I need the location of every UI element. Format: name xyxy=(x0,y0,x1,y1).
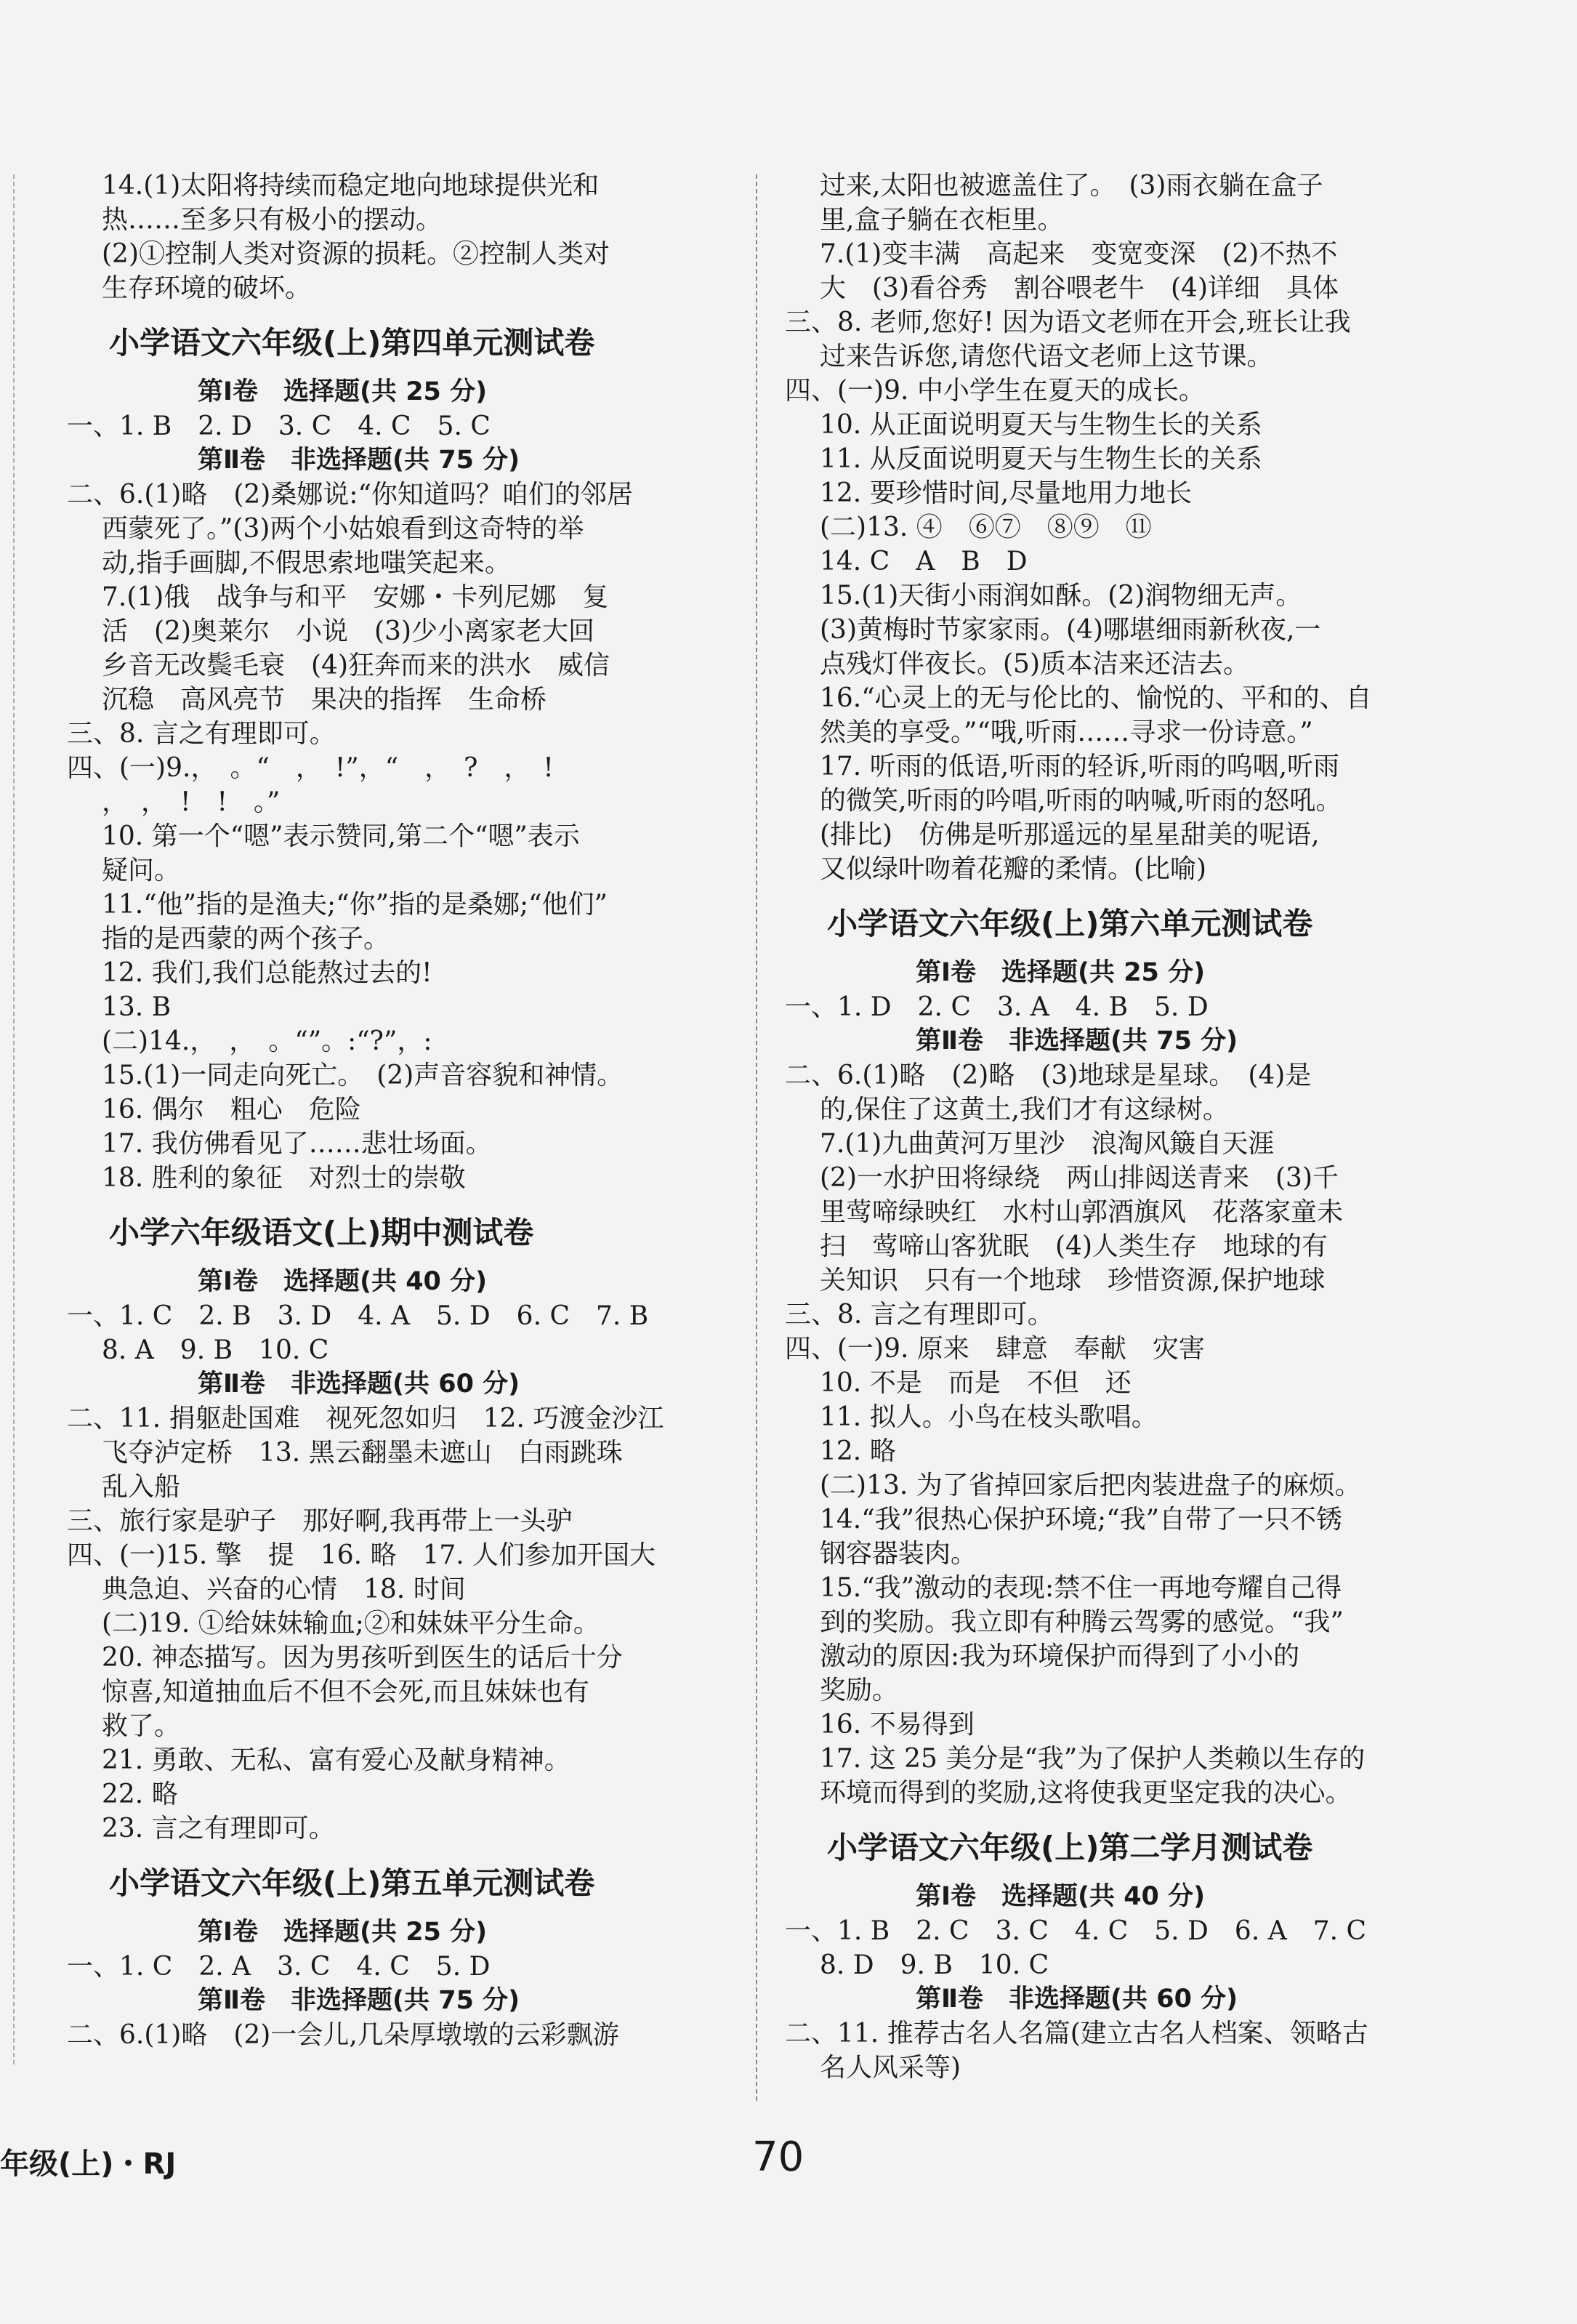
answer-line: 21. 勇敢、无私、富有爱心及献身精神。 xyxy=(102,1745,570,1775)
volume-heading: 第Ⅱ卷 非选择题(共 60 分) xyxy=(198,1370,520,1399)
answer-line: 四、(一)9.， 。“ ， !”，“ ， ? ， ! xyxy=(67,753,554,783)
answer-line: 过来,太阳也被遮盖住了。 (3)雨衣躺在盒子 xyxy=(820,171,1323,201)
volume-heading: 第Ⅰ卷 选择题(共 40 分) xyxy=(916,1882,1206,1911)
answer-line: ， ， ! ! 。” xyxy=(102,787,281,817)
answer-line: 乱入船 xyxy=(102,1472,181,1502)
answer-line: 的,保住了这黄土,我们才有这绿树。 xyxy=(820,1095,1229,1125)
answer-line: 到的奖励。我立即有种腾云驾雾的感觉。“我” xyxy=(820,1607,1344,1637)
answer-line: 乡音无改鬓毛衰 (4)狂奔而来的洪水 威信 xyxy=(102,651,610,680)
answer-line: 三、旅行家是驴子 那好啊,我再带上一头驴 xyxy=(67,1506,573,1536)
answer-line: 11.“他”指的是渔夫;“你”指的是桑娜;“他们” xyxy=(102,890,608,920)
answer-line: 16. 不易得到 xyxy=(820,1710,975,1740)
answer-line: 8. A 9. B 10. C xyxy=(102,1335,329,1365)
binding-margin-line xyxy=(13,174,15,2064)
answer-line: 动,指手画脚,不假思索地嗤笑起来。 xyxy=(102,548,511,578)
answer-line: 17. 我仿佛看见了……悲壮场面。 xyxy=(102,1129,492,1159)
answer-line: 14. C A B D xyxy=(820,547,1028,576)
answer-line: 的微笑,听雨的吟唱,听雨的呐喊,听雨的怒吼。 xyxy=(820,786,1342,816)
answer-line: 14.“我”很热心保护环境;“我”自带了一只不锈 xyxy=(820,1505,1342,1535)
answer-line: 激动的原因:我为环境保护而得到了小小的 xyxy=(820,1641,1300,1671)
answer-line: 三、8. 言之有理即可。 xyxy=(67,719,336,749)
answer-line: 环境而得到的奖励,这将使我更坚定我的决心。 xyxy=(820,1778,1352,1808)
answer-line: 7.(1)九曲黄河万里沙 浪淘风簸自天涯 xyxy=(820,1129,1275,1159)
answer-line: 点残灯伴夜长。(5)质本洁来还洁去。 xyxy=(820,649,1249,679)
answer-line: 22. 略 xyxy=(102,1780,178,1809)
answer-line: 17. 这 25 美分是“我”为了保护人类赖以生存的 xyxy=(820,1744,1366,1774)
answer-line: 然美的享受。”“哦,听雨……寻求一份诗意。” xyxy=(820,717,1313,747)
page-number: 70 xyxy=(752,2134,804,2181)
answer-line: 7.(1)俄 战争与和平 安娜・卡列尼娜 复 xyxy=(102,582,609,612)
answer-line: 二、6.(1)略 (2)一会儿,几朵厚墩墩的云彩飘游 xyxy=(67,2020,619,2050)
answer-line: (二)13. 为了省掉回家后把肉装进盘子的麻烦。 xyxy=(820,1471,1361,1500)
answer-line: 12. 要珍惜时间,尽量地用力地长 xyxy=(820,478,1193,508)
answer-line: 二、6.(1)略 (2)桑娜说:“你知道吗？咱们的邻居 xyxy=(67,480,633,510)
answer-line: 四、(一)9. 中小学生在夏天的成长。 xyxy=(785,376,1205,406)
answer-line: (3)黄梅时节家家雨。(4)哪堪细雨新秋夜,一 xyxy=(820,615,1321,645)
answer-line: 扫 莺啼山客犹眠 (4)人类生存 地球的有 xyxy=(820,1231,1328,1261)
answer-line: (二)19. ①给妹妹输血;②和妹妹平分生命。 xyxy=(102,1609,600,1639)
answer-line: 15.(1)天街小雨润如酥。(2)润物细无声。 xyxy=(820,581,1302,611)
section-title: 小学六年级语文(上)期中测试卷 xyxy=(109,1215,534,1250)
answer-line: 惊喜,知道抽血后不但不会死,而且妹妹也有 xyxy=(102,1677,589,1707)
volume-heading: 第Ⅱ卷 非选择题(共 60 分) xyxy=(916,1985,1238,2014)
answer-line: (二)13. ④ ⑥⑦ ⑧⑨ ⑪ xyxy=(820,512,1152,542)
column-divider xyxy=(756,174,757,2101)
answer-line: 10. 从正面说明夏天与生物生长的关系 xyxy=(820,410,1262,440)
answer-line: 20. 神态描写。因为男孩听到医生的话后十分 xyxy=(102,1643,623,1673)
answer-line: 过来告诉您,请您代语文老师上这节课。 xyxy=(820,342,1273,371)
answer-line: 一、1. D 2. C 3. A 4. B 5. D xyxy=(785,992,1209,1022)
volume-heading: 第Ⅱ卷 非选择题(共 75 分) xyxy=(916,1026,1238,1056)
volume-heading: 第Ⅰ卷 选择题(共 25 分) xyxy=(198,377,488,406)
answer-line: 典急迫、兴奋的心情 18. 时间 xyxy=(102,1575,466,1604)
section-title: 小学语文六年级(上)第四单元测试卷 xyxy=(109,325,595,361)
answer-line: 16. 偶尔 粗心 危险 xyxy=(102,1095,361,1125)
section-title: 小学语文六年级(上)第二学月测试卷 xyxy=(827,1830,1313,1865)
answer-line: 里,盒子躺在衣柜里。 xyxy=(820,205,1064,235)
volume-heading: 第Ⅰ卷 选择题(共 25 分) xyxy=(916,958,1206,987)
answer-line: 16.“心灵上的无与伦比的、愉悦的、平和的、自 xyxy=(820,683,1372,713)
section-title: 小学语文六年级(上)第六单元测试卷 xyxy=(827,906,1313,941)
answer-line: 大 (3)看谷秀 割谷喂老牛 (4)详细 具体 xyxy=(820,273,1339,303)
volume-heading: 第Ⅰ卷 选择题(共 40 分) xyxy=(198,1267,488,1296)
answer-line: 8. D 9. B 10. C xyxy=(820,1950,1049,1980)
answer-line: (2)①控制人类对资源的损耗。②控制人类对 xyxy=(102,239,610,269)
answer-line: 14.(1)太阳将持续而稳定地向地球提供光和 xyxy=(102,171,600,201)
answer-line: 四、(一)15. 擎 提 16. 略 17. 人们参加开国大 xyxy=(67,1540,656,1570)
answer-line: (排比) 仿佛是听那遥远的星星甜美的呢语, xyxy=(820,820,1320,850)
volume-heading: 第Ⅰ卷 选择题(共 25 分) xyxy=(198,1918,488,1947)
left-column xyxy=(67,169,721,2052)
answer-line: 钢容器装肉。 xyxy=(820,1539,977,1569)
answer-line: 12. 我们,我们总能熬过去的! xyxy=(102,958,432,988)
answer-line: 里莺啼绿映红 水村山郭酒旗风 花落家童未 xyxy=(820,1197,1344,1227)
answer-line: 生存环境的破坏。 xyxy=(102,273,312,303)
answer-line: 15.(1)一同走向死亡。 (2)声音容貌和神情。 xyxy=(102,1061,624,1090)
footer-label: 年级(上)・RJ xyxy=(0,2147,177,2181)
answer-line: 23. 言之有理即可。 xyxy=(102,1814,335,1843)
answer-line: 二、11. 捐躯赴国难 视死忽如归 12. 巧渡金沙江 xyxy=(67,1404,664,1434)
answer-line: 沉稳 高风亮节 果决的指挥 生命桥 xyxy=(102,685,547,715)
answer-line: 11. 从反面说明夏天与生物生长的关系 xyxy=(820,444,1262,474)
answer-line: 热……至多只有极小的摆动。 xyxy=(102,205,443,235)
right-column xyxy=(785,169,1453,2085)
answer-line: (2)一水护田将绿绕 两山排闼送青来 (3)千 xyxy=(820,1163,1339,1193)
answer-line: 二、6.(1)略 (2)略 (3)地球是星球。 (4)是 xyxy=(785,1061,1312,1090)
answer-line: 奖励。 xyxy=(820,1676,899,1705)
answer-line: 15.“我”激动的表现:禁不住一再地夸耀自己得 xyxy=(820,1573,1342,1603)
answer-line: 三、8. 老师,您好! 因为语文老师在开会,班长让我 xyxy=(785,307,1351,337)
answer-line: 13. B xyxy=(102,992,172,1022)
answer-line: 名人风采等) xyxy=(820,2053,961,2083)
answer-line: 12. 略 xyxy=(820,1436,896,1466)
answer-line: 一、1. B 2. C 3. C 4. C 5. D 6. A 7. C xyxy=(785,1916,1367,1946)
answer-line: 飞夺泸定桥 13. 黑云翻墨未遮山 白雨跳珠 xyxy=(102,1438,623,1468)
answer-line: 一、1. C 2. B 3. D 4. A 5. D 6. C 7. B xyxy=(67,1301,649,1331)
answer-line: 11. 拟人。小鸟在枝头歌唱。 xyxy=(820,1402,1158,1432)
answer-line: 10. 第一个“嗯”表示赞同,第二个“嗯”表示 xyxy=(102,821,580,851)
answer-line: 一、1. C 2. A 3. C 4. C 5. D xyxy=(67,1952,491,1982)
volume-heading: 第Ⅱ卷 非选择题(共 75 分) xyxy=(198,1986,520,2015)
answer-line: 指的是西蒙的两个孩子。 xyxy=(102,924,390,954)
answer-line: 又似绿叶吻着花瓣的柔情。(比喻) xyxy=(820,854,1207,884)
answer-line: 7.(1)变丰满 高起来 变宽变深 (2)不热不 xyxy=(820,239,1338,269)
answer-line: 一、1. B 2. D 3. C 4. C 5. C xyxy=(67,411,491,441)
answer-line: 四、(一)9. 原来 肆意 奉献 灾害 xyxy=(785,1334,1205,1364)
section-title: 小学语文六年级(上)第五单元测试卷 xyxy=(109,1865,595,1901)
answer-line: 10. 不是 而是 不但 还 xyxy=(820,1368,1132,1398)
answer-line: 疑问。 xyxy=(102,856,181,885)
answer-line: 救了。 xyxy=(102,1711,181,1741)
answer-line: 二、11. 推荐古名人名篇(建立古名人档案、领略古 xyxy=(785,2019,1368,2048)
answer-line: 17. 听雨的低语,听雨的轻诉,听雨的呜咽,听雨 xyxy=(820,752,1340,781)
answer-line: 西蒙死了。”(3)两个小姑娘看到这奇特的举 xyxy=(102,514,584,544)
answer-line: 关知识 只有一个地球 珍惜资源,保护地球 xyxy=(820,1266,1326,1295)
answer-line: (二)14.， ， 。“”。:“?”，: xyxy=(102,1026,432,1056)
answer-line: 三、8. 言之有理即可。 xyxy=(785,1300,1054,1330)
answer-line: 活 (2)奥莱尔 小说 (3)少小离家老大回 xyxy=(102,616,594,646)
answer-line: 18. 胜利的象征 对烈士的崇敬 xyxy=(102,1163,466,1193)
volume-heading: 第Ⅱ卷 非选择题(共 75 分) xyxy=(198,446,520,475)
